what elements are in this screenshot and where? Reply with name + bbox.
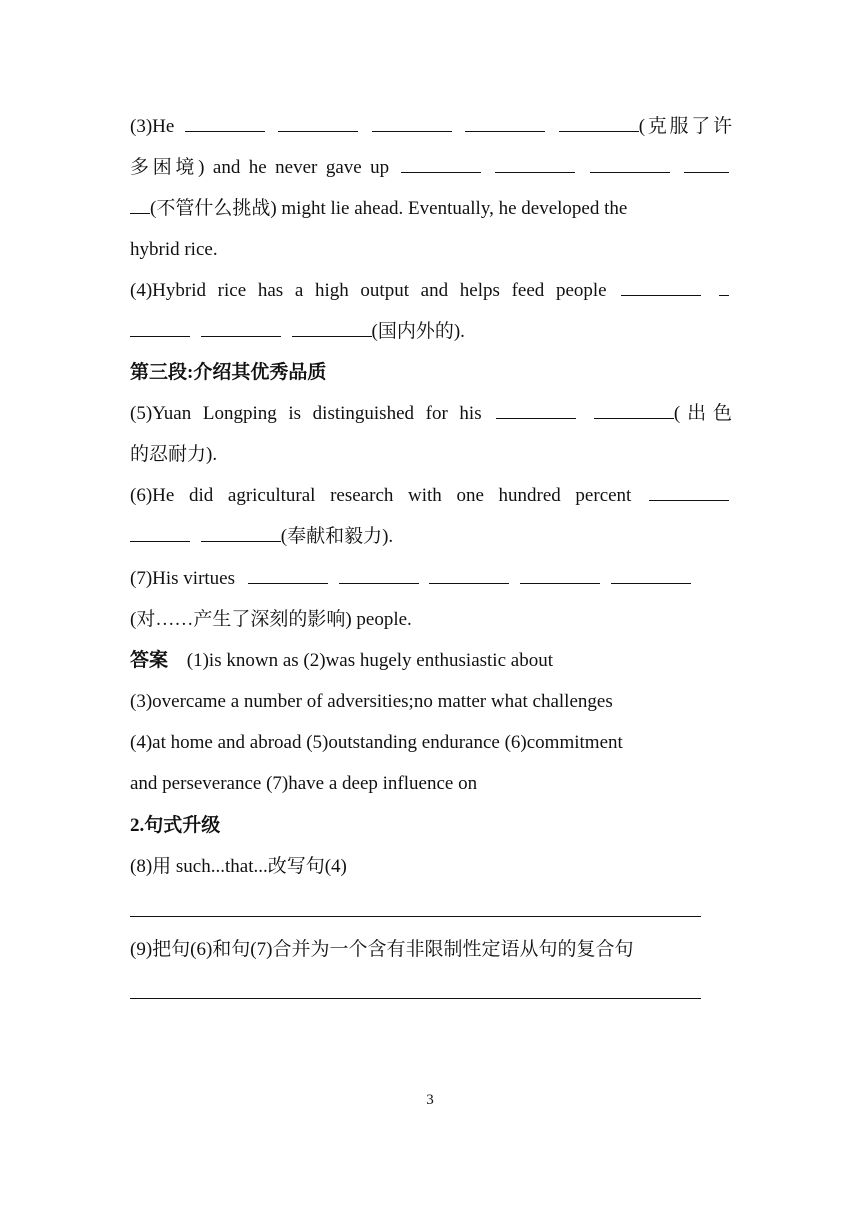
exercise-3-text: 多困境) and he never gave up xyxy=(130,157,390,178)
exercise-3-prompt: (3)He xyxy=(130,116,175,137)
exercise-3-line-2 xyxy=(130,147,732,188)
answer-blank xyxy=(429,565,509,584)
page-number: 3 xyxy=(426,1092,434,1108)
exercise-7-line-1 xyxy=(130,558,732,599)
answer-blank xyxy=(590,154,670,173)
answer-label: 答案 xyxy=(130,650,169,671)
answer-blank xyxy=(684,154,729,173)
exercise-4-hint: (国内外的). xyxy=(371,321,465,342)
answer-blank xyxy=(719,277,729,296)
answer-line-1 xyxy=(130,640,732,681)
exercise-7-prompt: (7)His virtues xyxy=(130,568,236,589)
exercise-5-prompt: (5)Yuan Longping is distinguished for his xyxy=(130,403,482,424)
exercise-3-line-3 xyxy=(130,188,732,229)
exercise-4-line-2 xyxy=(130,311,732,352)
exercise-4-prompt: (4)Hybrid rice has a high output and helps feed people xyxy=(130,280,607,301)
exercise-5-line-2 xyxy=(130,434,732,475)
exercise-6-line-1 xyxy=(130,475,732,516)
exercise-4-line-1 xyxy=(130,270,732,311)
answer-blank xyxy=(292,318,372,337)
answer-blank xyxy=(185,113,265,132)
answer-blank xyxy=(201,318,281,337)
answer-blank xyxy=(278,113,358,132)
answer-blank xyxy=(248,565,328,584)
answer-line-4: and perseverance (7)have a deep influence on xyxy=(130,773,478,794)
answer-line-2: (3)overcame a number of adversities;no matter what challenges xyxy=(130,691,613,712)
answer-blank xyxy=(339,565,419,584)
answer-blank xyxy=(621,277,701,296)
exercise-3-text: (不管什么挑战) might lie ahead. Eventually, he developed the xyxy=(150,198,628,219)
exercise-5-hint: 的忍耐力). xyxy=(130,444,218,465)
exercise-3-text: hybrid rice. xyxy=(130,239,218,260)
answer-blank xyxy=(496,400,576,419)
answer-blank xyxy=(465,113,545,132)
exercise-6-line-2 xyxy=(130,516,732,557)
exercise-8-prompt: (8)用 such...that...改写句(4) xyxy=(130,856,347,877)
exercise-6-hint: (奉献和毅力). xyxy=(280,526,394,547)
answer-blank xyxy=(611,565,691,584)
answer-line-3: (4)at home and abroad (5)outstanding endurance (6)commitment xyxy=(130,732,623,753)
exercise-7-hint: (对……产生了深刻的影响) people. xyxy=(130,609,412,630)
section-heading: 第三段:介绍其优秀品质 xyxy=(130,362,327,383)
answer-writing-line xyxy=(130,998,701,999)
exercise-3-line-4 xyxy=(130,229,732,270)
answer-blank xyxy=(401,154,481,173)
answer-blank xyxy=(559,113,639,132)
answer-blank xyxy=(594,400,674,419)
answer-blank xyxy=(372,113,452,132)
answer-blank xyxy=(201,523,281,542)
answer-blank xyxy=(130,195,150,214)
answer-blank xyxy=(130,318,190,337)
exercise-7-line-2 xyxy=(130,599,732,640)
exercise-3-line-1 xyxy=(130,106,732,147)
exercise-6-prompt: (6)He did agricultural research with one hundred percent xyxy=(130,485,632,506)
answer-blank xyxy=(520,565,600,584)
answer-blank xyxy=(130,523,190,542)
answer-writing-line xyxy=(130,916,701,917)
exercise-3-hint: (克服了许 xyxy=(638,116,732,137)
exercise-5-hint: (出色 xyxy=(673,403,733,424)
exercise-5-line-1 xyxy=(130,393,732,434)
answer-blank xyxy=(649,482,729,501)
answer-blank xyxy=(495,154,575,173)
section-heading: 2.句式升级 xyxy=(130,815,221,836)
answer-text: (1)is known as (2)was hugely enthusiastic about xyxy=(186,650,553,671)
exercise-9-prompt: (9)把句(6)和句(7)合并为一个含有非限制性定语从句的复合句 xyxy=(130,939,634,960)
